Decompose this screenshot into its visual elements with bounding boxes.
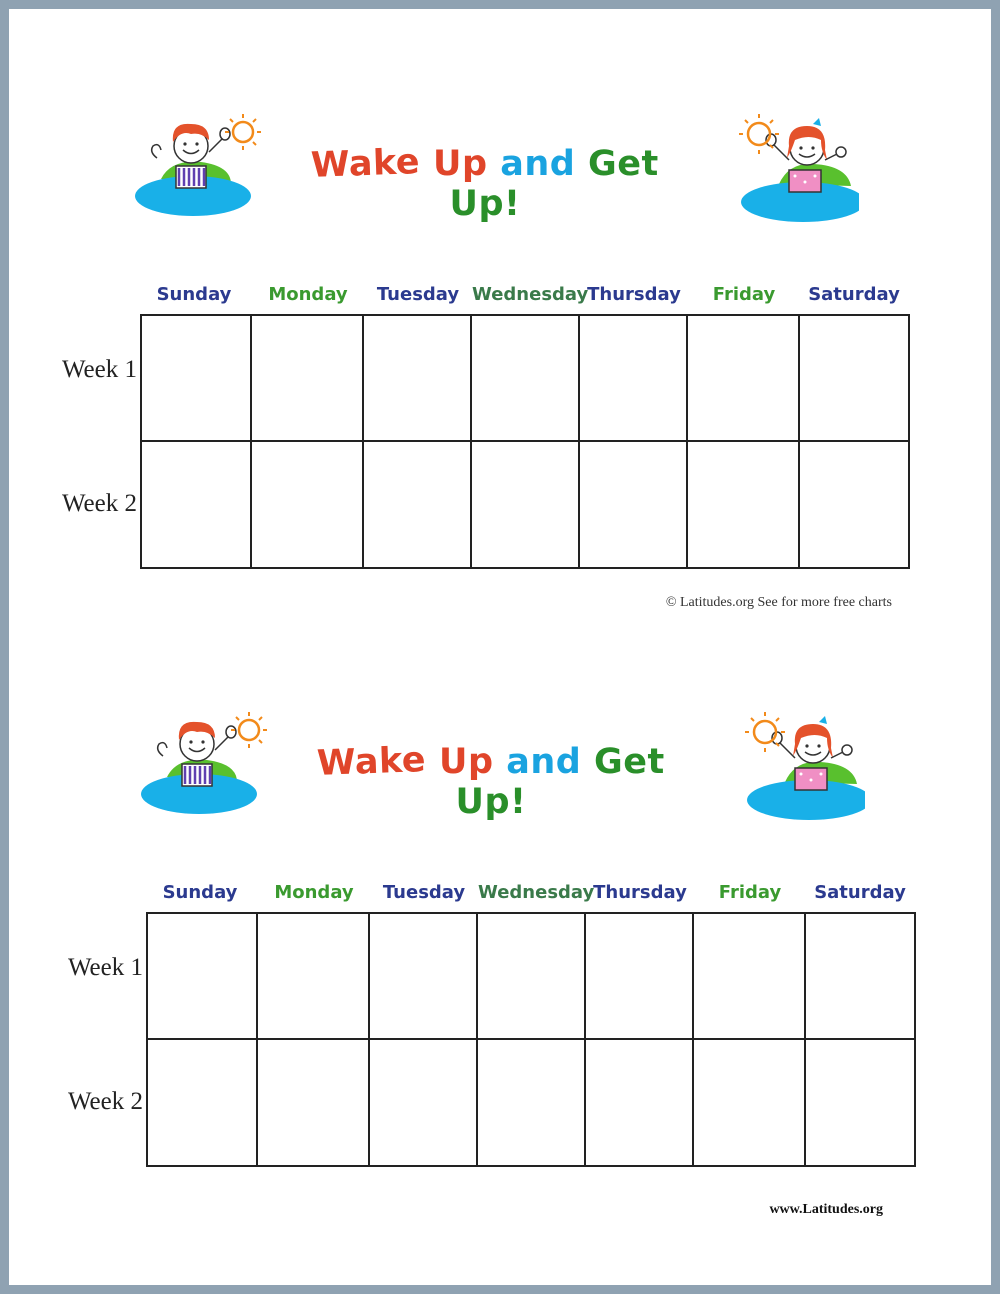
- grid-cell[interactable]: [370, 1040, 478, 1166]
- tracking-grid: [146, 912, 916, 1167]
- grid-cell[interactable]: [580, 316, 688, 442]
- day-sunday: Sunday: [162, 882, 238, 903]
- title-word-wake: Wake: [310, 142, 422, 186]
- day-sunday: Sunday: [156, 284, 232, 305]
- grid-cell[interactable]: [806, 1040, 914, 1166]
- grid-cell[interactable]: [148, 914, 258, 1040]
- day-thursday: Thursday: [593, 882, 687, 903]
- grid-cell[interactable]: [252, 442, 364, 568]
- title-row: [49, 94, 949, 234]
- grid-cell[interactable]: [472, 442, 580, 568]
- boy-waving-illustration: [137, 692, 267, 822]
- week-2-label: Week 2: [67, 1088, 143, 1115]
- grid-cell[interactable]: [806, 914, 914, 1040]
- week-1-label: Week 1: [61, 356, 137, 383]
- day-saturday: Saturday: [808, 284, 900, 305]
- grid-cell[interactable]: [472, 316, 580, 442]
- title-word-wake: Wake: [316, 740, 428, 784]
- grid-cell[interactable]: [586, 1040, 694, 1166]
- grid-cell[interactable]: [364, 316, 472, 442]
- grid-cell[interactable]: [252, 316, 364, 442]
- week-1-label: Week 1: [67, 954, 143, 981]
- day-wednesday: Wednesday: [472, 284, 589, 305]
- chart-sheet: [9, 9, 991, 1285]
- grid-cell[interactable]: [370, 914, 478, 1040]
- day-wednesday: Wednesday: [478, 882, 595, 903]
- grid-cell[interactable]: [258, 1040, 370, 1166]
- title-word-up: Up: [439, 742, 494, 782]
- day-monday: Monday: [268, 284, 348, 305]
- chart-title: [285, 144, 685, 224]
- grid-cell[interactable]: [688, 316, 800, 442]
- title-word-up-exclaim: Up!: [449, 184, 521, 224]
- copyright-note: © Latitudes.org See for more free charts: [665, 595, 892, 610]
- day-header-row: [145, 882, 915, 912]
- day-friday: Friday: [712, 284, 776, 305]
- title-word-get: Get: [594, 742, 665, 782]
- tracking-grid: [140, 314, 910, 569]
- grid-cell[interactable]: [800, 316, 908, 442]
- grid-cell[interactable]: [800, 442, 908, 568]
- grid-cell[interactable]: [694, 1040, 806, 1166]
- chart-title: [291, 742, 691, 822]
- grid-cell[interactable]: [478, 914, 586, 1040]
- grid-cell[interactable]: [580, 442, 688, 568]
- day-tuesday: Tuesday: [382, 882, 466, 903]
- grid-cell[interactable]: [364, 442, 472, 568]
- day-saturday: Saturday: [814, 882, 906, 903]
- day-header-row: [139, 284, 909, 314]
- title-row: [55, 692, 955, 832]
- boy-waving-illustration: [131, 94, 261, 224]
- grid-cell[interactable]: [142, 442, 252, 568]
- grid-cell[interactable]: [142, 316, 252, 442]
- girl-waving-illustration: [729, 94, 859, 224]
- grid-cell[interactable]: [694, 914, 806, 1040]
- grid-cell[interactable]: [586, 914, 694, 1040]
- day-thursday: Thursday: [587, 284, 681, 305]
- title-word-up-exclaim: Up!: [455, 782, 527, 822]
- grid-cell[interactable]: [688, 442, 800, 568]
- grid-cell[interactable]: [478, 1040, 586, 1166]
- grid-cell[interactable]: [148, 1040, 258, 1166]
- grid-cell[interactable]: [258, 914, 370, 1040]
- title-word-and: and: [500, 144, 576, 184]
- girl-waving-illustration: [735, 692, 865, 822]
- day-monday: Monday: [274, 882, 354, 903]
- day-friday: Friday: [718, 882, 782, 903]
- title-word-up: Up: [433, 144, 488, 184]
- title-word-get: Get: [588, 144, 659, 184]
- week-2-label: Week 2: [61, 490, 137, 517]
- day-tuesday: Tuesday: [376, 284, 460, 305]
- title-word-and: and: [506, 742, 582, 782]
- footer-website[interactable]: www.Latitudes.org: [769, 1202, 883, 1217]
